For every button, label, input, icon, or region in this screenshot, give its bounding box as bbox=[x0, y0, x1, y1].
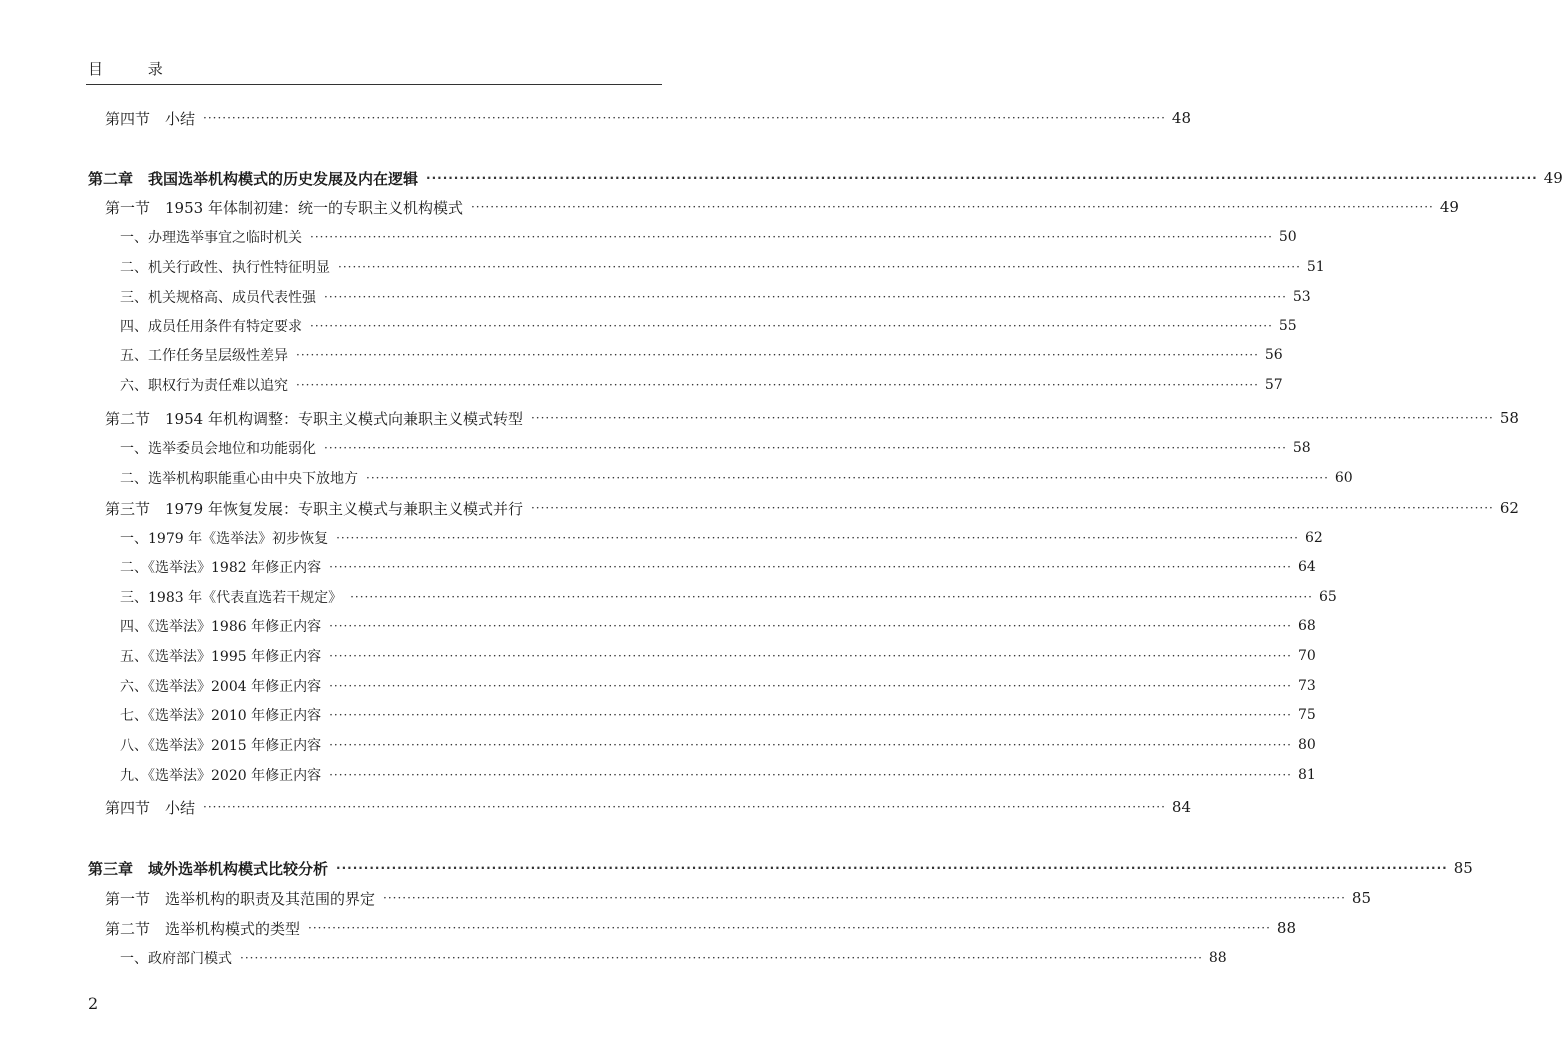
toc-item-entry[interactable] bbox=[120, 644, 1316, 668]
dot-leader: ········································································································································································································ bbox=[203, 111, 1166, 125]
dot-leader: ········································································································································································································ bbox=[310, 230, 1273, 244]
toc-entry-page: 53 bbox=[1292, 289, 1311, 305]
dot-leader: ········································································································································································································ bbox=[350, 590, 1313, 604]
dot-leader: ········································································································································································································ bbox=[366, 471, 1329, 485]
toc-section-entry[interactable] bbox=[105, 795, 1191, 819]
toc-entry-page: 55 bbox=[1278, 318, 1297, 334]
toc-entry-page: 73 bbox=[1297, 678, 1316, 694]
dot-leader: ········································································································································································································ bbox=[296, 378, 1259, 392]
toc-entry-page: 70 bbox=[1297, 648, 1316, 664]
toc-entry-page: 57 bbox=[1264, 377, 1283, 393]
toc-entry-label: 一、办理选举事宜之临时机关 bbox=[120, 230, 302, 246]
toc-entry-page: 56 bbox=[1264, 347, 1283, 363]
dot-leader: ········································································································································································································ bbox=[336, 531, 1299, 545]
toc-item-entry[interactable] bbox=[120, 314, 1297, 338]
toc-entry-label: 一、政府部门模式 bbox=[120, 951, 232, 967]
toc-item-entry[interactable] bbox=[120, 225, 1297, 249]
dot-leader: ········································································································································································································ bbox=[470, 200, 1434, 214]
dot-leader: ········································································································································································································ bbox=[324, 290, 1287, 304]
toc-entry-label: 一、选举委员会地位和功能弱化 bbox=[120, 441, 316, 457]
toc-entry-page: 64 bbox=[1297, 559, 1316, 575]
toc-item-entry[interactable] bbox=[120, 255, 1325, 279]
toc-section-entry[interactable] bbox=[105, 496, 1519, 520]
toc-entry-page: 65 bbox=[1318, 589, 1337, 605]
running-head: 目 录 bbox=[88, 60, 183, 78]
toc-entry-page: 62 bbox=[1499, 499, 1519, 517]
toc-entry-label: 第三章 域外选举机构模式比较分析 bbox=[88, 859, 329, 878]
toc-entry-label: 第四节 小结 bbox=[105, 109, 196, 128]
dot-leader: ········································································································································································································ bbox=[329, 768, 1292, 782]
toc-section-entry[interactable] bbox=[105, 106, 1191, 130]
toc-item-entry[interactable] bbox=[120, 373, 1283, 397]
toc-entry-label: 九、《选举法》2020 年修正内容 bbox=[120, 768, 322, 784]
toc-entry-label: 第一节 1953 年体制初建：统一的专职主义机构模式 bbox=[105, 198, 463, 217]
toc-section-entry[interactable] bbox=[105, 886, 1371, 910]
toc-entry-label: 二、机关行政性、执行性特征明显 bbox=[120, 260, 330, 276]
toc-item-entry[interactable] bbox=[120, 946, 1227, 970]
toc-entry-label: 六、职权行为责任难以追究 bbox=[120, 378, 288, 394]
toc-item-entry[interactable] bbox=[120, 585, 1337, 609]
toc-item-entry[interactable] bbox=[120, 285, 1311, 309]
toc-entry-label: 第一节 选举机构的职责及其范围的界定 bbox=[105, 889, 376, 908]
dot-leader: ········································································································································································································ bbox=[383, 891, 1346, 905]
toc-item-entry[interactable] bbox=[120, 763, 1316, 787]
toc-entry-label: 第三节 1979 年恢复发展：专职主义模式与兼职主义模式并行 bbox=[105, 499, 523, 518]
toc-entry-page: 81 bbox=[1297, 767, 1316, 783]
dot-leader: ········································································································································································································ bbox=[338, 260, 1301, 274]
toc-entry-page: 75 bbox=[1297, 707, 1316, 723]
toc-entry-page: 48 bbox=[1171, 109, 1191, 127]
dot-leader: ········································································································································································································ bbox=[426, 171, 1538, 185]
dot-leader: ········································································································································································································ bbox=[329, 679, 1292, 693]
toc-entry-label: 二、选举机构职能重心由中央下放地方 bbox=[120, 471, 358, 487]
toc-entry-label: 五、《选举法》1995 年修正内容 bbox=[120, 649, 322, 665]
toc-entry-label: 七、《选举法》2010 年修正内容 bbox=[120, 708, 322, 724]
toc-item-entry[interactable] bbox=[120, 733, 1316, 757]
toc-item-entry[interactable] bbox=[120, 343, 1283, 367]
dot-leader: ········································································································································································································ bbox=[530, 411, 1494, 425]
dot-leader: ········································································································································································································ bbox=[240, 951, 1203, 965]
toc-entry-label: 八、《选举法》2015 年修正内容 bbox=[120, 738, 322, 754]
toc-section-entry[interactable] bbox=[105, 916, 1296, 940]
toc-entry-page: 84 bbox=[1171, 798, 1191, 816]
toc-entry-label: 一、1979 年《选举法》初步恢复 bbox=[120, 531, 329, 547]
toc-entry-label: 三、1983 年《代表直选若干规定》 bbox=[120, 590, 343, 606]
toc-item-entry[interactable] bbox=[120, 674, 1316, 698]
toc-entry-page: 58 bbox=[1499, 409, 1519, 427]
dot-leader: ········································································································································································································ bbox=[329, 708, 1292, 722]
toc-entry-label: 五、工作任务呈层级性差异 bbox=[120, 348, 288, 364]
toc-entry-page: 62 bbox=[1304, 530, 1323, 546]
toc-entry-page: 68 bbox=[1297, 618, 1316, 634]
toc-chapter-entry[interactable] bbox=[88, 856, 1473, 880]
toc-entry-page: 88 bbox=[1208, 950, 1227, 966]
dot-leader: ········································································································································································································ bbox=[308, 921, 1271, 935]
toc-entry-label: 第二节 选举机构模式的类型 bbox=[105, 919, 301, 938]
toc-entry-page: 50 bbox=[1278, 229, 1297, 245]
dot-leader: ········································································································································································································ bbox=[310, 319, 1273, 333]
toc-item-entry[interactable] bbox=[120, 614, 1316, 638]
toc-item-entry[interactable] bbox=[120, 436, 1311, 460]
toc-entry-page: 85 bbox=[1351, 889, 1371, 907]
toc-entry-page: 49 bbox=[1439, 198, 1459, 216]
toc-item-entry[interactable] bbox=[120, 703, 1316, 727]
toc-entry-label: 第二章 我国选举机构模式的历史发展及内在逻辑 bbox=[88, 169, 419, 188]
dot-leader: ········································································································································································································ bbox=[296, 348, 1259, 362]
dot-leader: ········································································································································································································ bbox=[329, 738, 1292, 752]
toc-entry-label: 四、成员任用条件有特定要求 bbox=[120, 319, 302, 335]
toc-entry-label: 二、《选举法》1982 年修正内容 bbox=[120, 560, 322, 576]
toc-entry-page: 58 bbox=[1292, 440, 1311, 456]
page-number: 2 bbox=[88, 994, 99, 1013]
toc-entry-page: 88 bbox=[1276, 919, 1296, 937]
toc-section-entry[interactable] bbox=[105, 195, 1459, 219]
toc-entry-label: 三、机关规格高、成员代表性强 bbox=[120, 290, 316, 306]
toc-entry-label: 六、《选举法》2004 年修正内容 bbox=[120, 679, 322, 695]
toc-section-entry[interactable] bbox=[105, 406, 1519, 430]
dot-leader: ········································································································································································································ bbox=[329, 649, 1292, 663]
toc-item-entry[interactable] bbox=[120, 466, 1353, 490]
toc-entry-page: 51 bbox=[1306, 259, 1325, 275]
toc-entry-label: 四、《选举法》1986 年修正内容 bbox=[120, 619, 322, 635]
toc-item-entry[interactable] bbox=[120, 526, 1323, 550]
dot-leader: ········································································································································································································ bbox=[336, 861, 1448, 875]
dot-leader: ········································································································································································································ bbox=[329, 619, 1292, 633]
toc-entry-page: 49 bbox=[1543, 169, 1563, 187]
toc-entry-page: 80 bbox=[1297, 737, 1316, 753]
toc-item-entry[interactable] bbox=[120, 555, 1316, 579]
toc-entry-label: 第四节 小结 bbox=[105, 798, 196, 817]
dot-leader: ········································································································································································································ bbox=[203, 800, 1166, 814]
dot-leader: ········································································································································································································ bbox=[329, 560, 1292, 574]
dot-leader: ········································································································································································································ bbox=[324, 441, 1287, 455]
toc-entry-page: 60 bbox=[1334, 470, 1353, 486]
toc-entry-label: 第二节 1954 年机构调整：专职主义模式向兼职主义模式转型 bbox=[105, 409, 523, 428]
dot-leader: ········································································································································································································ bbox=[530, 501, 1494, 515]
toc-entry-page: 85 bbox=[1453, 859, 1473, 877]
toc-chapter-entry[interactable] bbox=[88, 166, 1563, 190]
